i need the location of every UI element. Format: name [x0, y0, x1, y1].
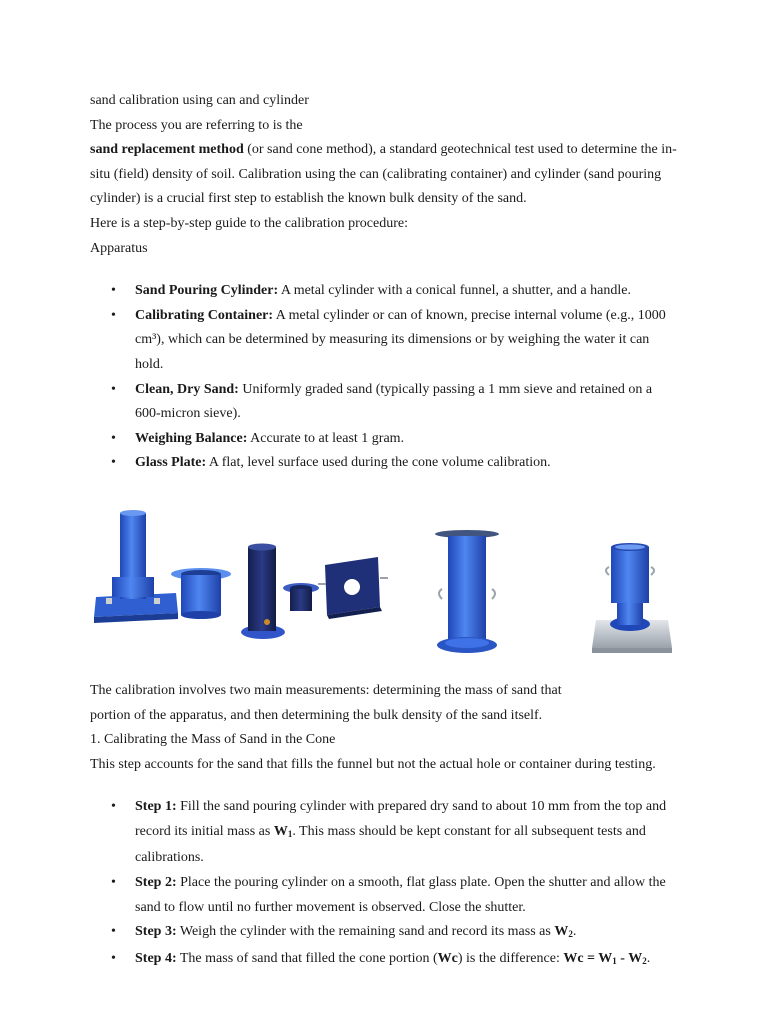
equation: $Wc = W_1 - W_2$ [563, 950, 647, 966]
sand-pouring-cylinder-image [94, 510, 231, 623]
item-text: Uniformly graded sand (typically passing a 1 mm sieve and retained on a 600-micron sieve). [135, 381, 653, 422]
step-text: . [646, 950, 651, 966]
list-item [90, 871, 680, 920]
item-label: Calibrating Container: [135, 307, 274, 323]
dark-cylinder-image [241, 543, 388, 639]
item-text: A metal cylinder with a conical funnel, a shutter, and a handle. [278, 283, 631, 299]
cylinder-on-tray-image [592, 543, 672, 653]
apparatus-images [90, 503, 680, 673]
apparatus-illustration [90, 503, 680, 673]
section1-intro: This step accounts for the sand that fills the funnel but not the actual hole or container during testing. [90, 756, 656, 772]
document-content [90, 89, 680, 973]
step-text: Fill the sand pouring cylinder with prepared dry sand to about 10 mm from the top and record its initial mass as [135, 799, 667, 839]
item-text: A flat, level surface used during the cone volume calibration. [206, 455, 551, 471]
paragraph-text: (or sand cone method), a standard geotechnical test used to determine the in-situ (field) density of soil. Calibration using the can (calibrating container) and cylinder (sand pouring cylinder) is a crucial first step to establish the known bulk density of the sand. [90, 142, 677, 207]
step-text: Place the pouring cylinder on a smooth, flat glass plate. Open the shutter and allow the sand to flow until no further movement is observed. Close the shutter. [135, 875, 666, 915]
list-item [90, 451, 680, 476]
spacer [90, 777, 680, 795]
step-text: ) is the difference: [457, 950, 564, 966]
step-label: Step 2: [135, 875, 177, 891]
paragraph-sand-replacement [90, 138, 680, 212]
guide-line: Here is a step-by-step guide to the calibration procedure: [90, 215, 408, 231]
step-text: . [572, 924, 577, 940]
variable: Wc [437, 950, 458, 966]
step-label: Step 3: [135, 924, 177, 940]
item-label: Sand Pouring Cylinder: [135, 283, 279, 299]
item-label: Clean, Dry Sand: [135, 381, 239, 397]
list-item [90, 920, 680, 947]
list-item [90, 947, 680, 974]
after-images-line-1: The calibration involves two main measurements: determining the mass of sand that [90, 682, 562, 698]
tall-cylinder-image [435, 530, 499, 653]
step-label: Step 1: [135, 799, 177, 815]
item-text: A metal cylinder or can of known, precise internal volume (e.g., 1000 cm³), which can be determined by measuring its dimensions or by weighing the water it can hold. [135, 307, 666, 372]
list-item [90, 378, 680, 427]
apparatus-list [90, 279, 680, 476]
item-label: Weighing Balance: [135, 430, 248, 446]
intro-line: The process you are referring to is the [90, 117, 303, 133]
step-text: The mass of sand that filled the cone portion ( [176, 950, 438, 966]
variable: $W_2$ [554, 924, 573, 940]
item-text: Accurate to at least 1 gram. [247, 430, 405, 446]
title-line: sand calibration using can and cylinder [90, 93, 309, 108]
list-item [90, 279, 680, 304]
variable: $W_1$ [273, 823, 293, 839]
after-images-line-2: portion of the apparatus, and then determining the bulk density of the sand itself. [90, 707, 543, 723]
step-text: Weigh the cylinder with the remaining sand and record its mass as [176, 924, 555, 940]
step-text: . This mass should be kept constant for all subsequent tests and calibrations. [135, 823, 646, 866]
spacer [90, 261, 680, 279]
list-item [90, 304, 680, 378]
bold-term: sand replacement method [90, 142, 244, 158]
list-item [90, 795, 680, 871]
step-label: Step 4: [135, 950, 177, 966]
apparatus-heading: Apparatus [90, 240, 148, 256]
steps-list [90, 795, 680, 973]
section1-heading: 1. Calibrating the Mass of Sand in the Cone [90, 732, 336, 748]
item-label: Glass Plate: [135, 455, 207, 471]
list-item [90, 427, 680, 452]
